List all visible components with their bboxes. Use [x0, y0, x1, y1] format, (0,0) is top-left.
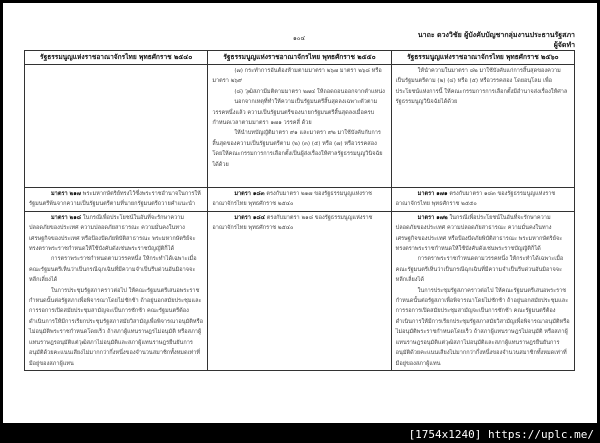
paragraph: ให้นำบทบัญญัติมาตรา ๙๑ และมาตรา ๙๒ มาใช้บังคับกับการสิ้นสุดของความเป็นรัฐมนตรีตาม (๒) (๓) (๕) หรือ (๗) หรือวรรคสอง โดยให้คณะกรรมการการเลือกตั้งเป็นผู้ส่งเรื่องให้ศาลรัฐธรรมนูญวินิจฉัยได้ด้วย — [212, 130, 383, 168]
header-2560: รัฐธรรมนูญแห่งราชอาณาจักรไทย พุทธศักราช ๒๕๖๐ — [391, 51, 574, 65]
header-2550: รัฐธรรมนูญแห่งราชอาณาจักรไทย พุทธศักราช ๒๕๕๐ — [208, 51, 391, 65]
cell-2560 — [391, 211, 574, 370]
table-row — [25, 65, 575, 188]
document-page — [3, 3, 597, 423]
paragraph: พระมหากษัตริย์ทรงไว้ซึ่งพระราชอำนาจในการให้รัฐมนตรีพ้นจากความเป็นรัฐมนตรีตามที่นายกรัฐมนตรีถวายคำแนะนำ — [29, 191, 201, 208]
header-row — [25, 51, 575, 65]
author-name: นาถะ ดวงวิชัย ผู้บังคับบัญชากลุ่มงานประธานรัฐสภา — [417, 31, 575, 39]
paragraph: (๘) วุฒิสภามีมติตามมาตรา ๒๗๔ ให้ถอดถอนออกจากตำแหน่ง — [234, 88, 385, 95]
cell-2540 — [25, 188, 208, 212]
cell-2540 — [25, 65, 208, 188]
section-label: มาตรา ๑๘๓ — [234, 191, 265, 197]
cell-2550 — [208, 211, 391, 370]
watermark-text: [1754x1240] https://uplc.me/ — [408, 428, 594, 441]
author-role: ผู้จัดทำ — [553, 41, 575, 49]
table-row — [25, 188, 575, 212]
section-label: มาตรา ๑๗๑ — [417, 191, 448, 197]
cell-2540 — [25, 211, 208, 370]
cell-2550 — [208, 65, 391, 188]
comparison-table — [24, 50, 575, 371]
paragraph: ในการประชุมรัฐสภาคราวต่อไป ให้คณะรัฐมนตรีเสนอพระราชกำหนดนั้นต่อรัฐสภาเพื่อพิจารณาโดยไม่ชักช้า ถ้าอยู่นอกสมัยประชุมและการรอการเปิดสมัยประชุมสามัญจะเป็นการชักช้า คณะรัฐมนตรีต้องดำเนินการให้มีการเรียกประชุมรัฐสภาสมัยวิสามัญเพื่อพิจารณาอนุมัติหรือไม่อนุมัติพระราชกำหนดโดยเร็ว ถ้าสภาผู้แทนราษฎรไม่อนุมัติ หรือสภาผู้แทนราษฎรอนุมัติแต่วุฒิสภาไม่อนุมัติและสภาผู้แทนราษฎรยืนยันการอนุมัติด้วยคะแนนเสียงไม่มากกว่ากึ่งหนึ่งของจำนวนสมาชิกทั้งหมดเท่าที่มีอยู่ของสภาผู้แทน — [395, 287, 570, 367]
cell-2560 — [391, 188, 574, 212]
author-block — [418, 30, 575, 50]
paragraph: ให้นำความในมาตรา ๘๒ มาใช้บังคับแก่การสิ้นสุดของความเป็นรัฐมนตรีตาม (๒) (๔) หรือ (๕) หรือวรรคสอง โดยอนุโลม เพื่อประโยชน์แห่งการนี้ ให้คณะกรรมการการเลือกตั้งมีอำนาจส่งเรื่องให้ศาลรัฐธรรมนูญวินิจฉัยได้ด้วย — [395, 68, 568, 106]
paragraph: นอกจากเหตุที่ทำให้ความเป็นรัฐมนตรีสิ้นสุดลงเฉพาะตัวตามวรรคหนึ่งแล้ว ความเป็นรัฐมนตรีของนายกรัฐมนตรีสิ้นสุดลงเมื่อครบกำหนดเวลาตามมาตรา ๑๗๑ วรรคสี่ ด้วย — [212, 99, 378, 127]
table-row — [25, 211, 575, 370]
paragraph: ในการประชุมรัฐสภาคราวต่อไป ให้คณะรัฐมนตรีเสนอพระราชกำหนดนั้นต่อรัฐสภาเพื่อพิจารณาโดยไม่ชักช้า ถ้าอยู่นอกสมัยประชุมและการรอการเปิดสมัยประชุมสามัญจะเป็นการชักช้า คณะรัฐมนตรีต้องดำเนินการให้มีการเรียกประชุมรัฐสภาสมัยวิสามัญเพื่อพิจารณาอนุมัติหรือไม่อนุมัติพระราชกำหนดโดยเร็ว ถ้าสภาผู้แทนราษฎรไม่อนุมัติ หรือสภาผู้แทนราษฎรอนุมัติแต่วุฒิสภาไม่อนุมัติและสภาผู้แทนราษฎรยืนยันการอนุมัติด้วยคะแนนเสียงไม่มากกว่ากึ่งหนึ่งของจำนวนสมาชิกทั้งหมดเท่าที่มีอยู่ของสภาผู้แทน — [29, 287, 203, 367]
paragraph: ในกรณีเพื่อประโยชน์ในอันที่จะรักษาความปลอดภัยของประเทศ ความปลอดภัยสาธารณะ ความมั่นคงในทางเศรษฐกิจของประเทศ หรือป้องปัดภัยพิบัติสาธารณะ พระมหากษัตริย์จะทรงตราพระราชกำหนดให้ใช้บังคับดังเช่นพระราชบัญญัติก็ได้ — [29, 214, 196, 253]
section-label: มาตรา ๒๑๘ — [51, 214, 82, 221]
cell-2550 — [208, 188, 391, 212]
section-label: มาตรา ๑๘๔ — [234, 214, 265, 221]
header-2540: รัฐธรรมนูญแห่งราชอาณาจักรไทย พุทธศักราช ๒๕๔๐ — [25, 51, 208, 65]
paragraph: ในกรณีเพื่อประโยชน์ในอันที่จะรักษาความปลอดภัยของประเทศ ความปลอดภัยสาธารณะ ความมั่นคงในทางเศรษฐกิจของประเทศ หรือป้องปัดภัยพิบัติสาธารณะ พระมหากษัตริย์จะทรงตราพระราชกำหนดให้ใช้บังคับดังเช่นพระราชบัญญัติก็ได้ — [395, 214, 563, 253]
page-number: ๑๐๔ — [293, 35, 306, 42]
cell-2560 — [391, 65, 574, 188]
paragraph: ตรงกับมาตรา ๑๘๓ ของรัฐธรรมนูญแห่งราชอาณาจักรไทย พุทธศักราช ๒๕๕๐ — [395, 191, 556, 208]
section-label: มาตรา ๑๗๒ — [417, 214, 448, 221]
paragraph: ตรงกับมาตรา ๒๑๘ ของรัฐธรรมนูญแห่งราชอาณาจักรไทย พุทธศักราช ๒๕๔๐ — [212, 214, 373, 232]
paragraph: การตราพระราชกำหนดตามวรรคหนึ่ง ให้กระทำได้เฉพาะเมื่อคณะรัฐมนตรีเห็นว่าเป็นกรณีฉุกเฉินที่มีความจำเป็นรีบด่วนอันมิอาจจะหลีกเลี่ยงได้ — [29, 256, 197, 284]
section-label: มาตรา ๒๑๗ — [51, 191, 81, 197]
paragraph: ตรงกับมาตรา ๒๑๗ ของรัฐธรรมนูญแห่งราชอาณาจักรไทย พุทธศักราช ๒๕๔๐ — [212, 191, 372, 208]
paragraph: (๗) กระทำการอันต้องห้ามตามมาตรา ๒๖๗ มาตรา ๒๖๘ หรือมาตรา ๒๖๙ — [212, 68, 382, 85]
paragraph: การตราพระราชกำหนดตามวรรคหนึ่ง ให้กระทำได้เฉพาะเมื่อคณะรัฐมนตรีเห็นว่าเป็นกรณีฉุกเฉินที่มีความจำเป็นรีบด่วนอันมิอาจจะหลีกเลี่ยงได้ — [395, 256, 564, 284]
